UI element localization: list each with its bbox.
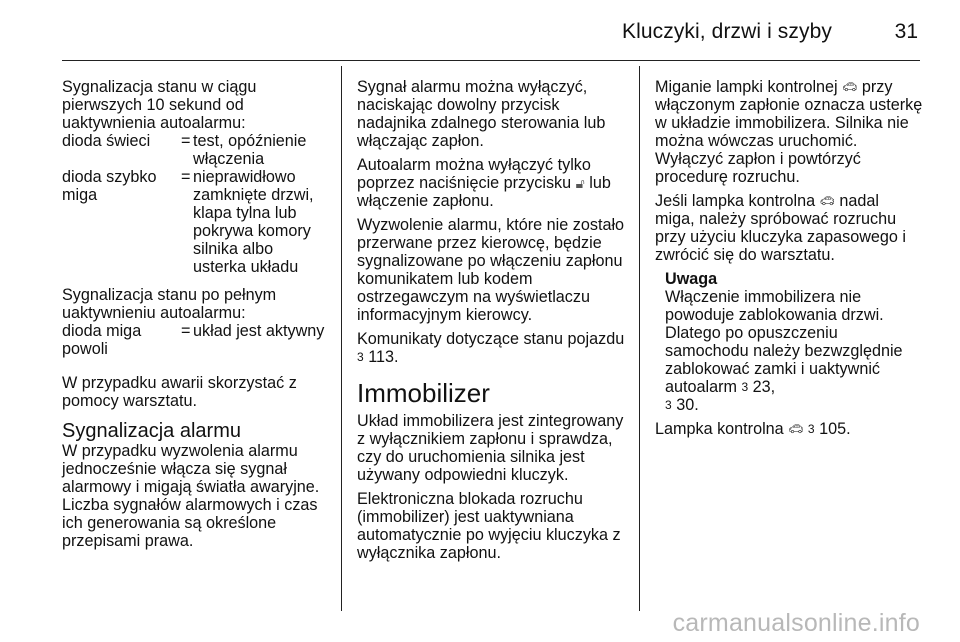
table-sep: = bbox=[181, 132, 191, 150]
lamp-still-paragraph bbox=[655, 192, 923, 264]
text-span: lub włączenie zapłonu. bbox=[357, 174, 611, 210]
table-term: dioda świeci bbox=[62, 132, 151, 150]
lamp-flash-paragraph bbox=[655, 78, 923, 150]
text-span: Jeśli lampka kontrolna bbox=[655, 192, 816, 210]
note-title: Uwaga bbox=[665, 270, 718, 288]
table-term: dioda szybko miga bbox=[62, 168, 157, 204]
restart-paragraph: Wyłączyć zapłon i powtórzyć procedurę rozruchu. bbox=[655, 150, 861, 186]
table-term: dioda miga powoli bbox=[62, 322, 142, 358]
column-divider-2 bbox=[639, 66, 640, 611]
immobilizer-paragraph-2: Elektroniczna blokada rozruchu (immobilizer) jest uaktywniana automatycznie po wyjęciu kluczyka z wyłącznika zapłonu. bbox=[357, 490, 621, 562]
immobilizer-paragraph-1: Układ immobilizera jest zintegrowany z wyłącznikiem zapłonu i sprawdza, czy do uruchomienia silnika jest używany odpowiedni kluczyk. bbox=[357, 412, 624, 484]
padlock-icon: 🔓︎ bbox=[575, 175, 585, 191]
table-desc: układ jest aktywny bbox=[193, 322, 325, 340]
immobilizer-heading: Immobilizer bbox=[357, 378, 490, 408]
status-table-1 bbox=[62, 132, 330, 276]
text-span: Lampka kontrolna bbox=[655, 420, 784, 438]
alarm-trigger-paragraph: Wyzwolenie alarmu, które nie zostało przerwane przez kierowcę, będzie sygnalizowane po włączeniu zapłonu komunikatem lub kodem ostrzegawczym na wyświetlaczu informacyjnym kierowcy. bbox=[357, 216, 625, 324]
column-divider-1 bbox=[341, 66, 342, 611]
page-ref[interactable]: 113. bbox=[368, 348, 399, 366]
text-span: nadal miga, należy spróbować rozruchu przy użyciu kluczyka zapasowego i zwrócić się do warsztatu. bbox=[655, 192, 907, 264]
note-text bbox=[665, 288, 923, 414]
text-span: Miganie lampki kontrolnej bbox=[655, 78, 838, 96]
car-key-lamp-icon: 🚗︎ bbox=[788, 422, 804, 436]
table-sep: = bbox=[181, 168, 191, 186]
failure-paragraph: W przypadku awarii skorzystać z pomocy warsztatu. bbox=[62, 374, 297, 410]
alarm-button-paragraph bbox=[357, 156, 625, 210]
car-key-lamp-icon: 🚗︎ bbox=[842, 80, 858, 94]
page-ref-arrow-icon: 3 bbox=[807, 422, 815, 436]
vehicle-messages-paragraph bbox=[357, 330, 625, 366]
text-span: Włączenie immobilizera nie powoduje zablokowania drzwi. Dlatego po opuszczeniu samochodu należy bezwzględnie zablokować zamki i uaktywnić autoalarm bbox=[665, 288, 903, 396]
watermark: carmanualsonline.info bbox=[672, 609, 920, 637]
page-ref-arrow-icon: 3 bbox=[741, 380, 749, 394]
page-ref-arrow-icon: 3 bbox=[357, 350, 364, 364]
column-3 bbox=[655, 78, 923, 444]
lamp-ref-paragraph bbox=[655, 420, 923, 438]
status-intro-2: Sygnalizacja stanu po pełnym uaktywnieniu autoalarmu: bbox=[62, 286, 277, 322]
car-key-lamp-icon: 🚗︎ bbox=[819, 194, 835, 208]
status-intro: Sygnalizacja stanu w ciągu pierwszych 10 sekund od uaktywnienia autoalarmu: bbox=[62, 78, 257, 132]
page-ref[interactable]: 30. bbox=[676, 396, 699, 414]
status-table-2 bbox=[62, 322, 330, 358]
alarm-heading: Sygnalizacja alarmu bbox=[62, 420, 241, 442]
note-box bbox=[655, 270, 923, 414]
text-span: Autoalarm można wyłączyć tylko poprzez naciśnięcie przycisku bbox=[357, 156, 591, 192]
text-span: przy włączonym zapłonie oznacza usterkę w układzie immobilizera. Silnika nie można wówczas uruchomić. bbox=[655, 78, 923, 150]
chapter-title: Kluczyki, drzwi i szyby bbox=[621, 20, 832, 43]
page-header bbox=[62, 18, 920, 61]
page-ref-arrow-icon: 3 bbox=[665, 398, 672, 412]
table-sep: = bbox=[181, 322, 191, 340]
column-1 bbox=[62, 78, 330, 556]
page-number: 31 bbox=[894, 20, 918, 43]
table-desc: nieprawidłowo zamknięte drzwi, klapa tylna lub pokrywa komory silnika albo usterka układu bbox=[193, 168, 314, 276]
alarm-paragraph: W przypadku wyzwolenia alarmu jednocześnie włącza się sygnał alarmowy i migają światła awaryjne. Liczba sygnałów alarmowych i czas ich generowania są określone przepisami prawa. bbox=[62, 442, 320, 550]
page-ref[interactable]: 23, bbox=[752, 378, 776, 396]
alarm-off-paragraph: Sygnał alarmu można wyłączyć, naciskając dowolny przycisk nadajnika zdalnego sterowania lub włączając zapłon. bbox=[357, 78, 606, 150]
page-ref[interactable]: 105. bbox=[819, 420, 851, 438]
column-2 bbox=[357, 78, 625, 568]
text-span: Komunikaty dotyczące stanu pojazdu bbox=[357, 330, 625, 348]
table-desc: test, opóźnienie włączenia bbox=[193, 132, 307, 168]
